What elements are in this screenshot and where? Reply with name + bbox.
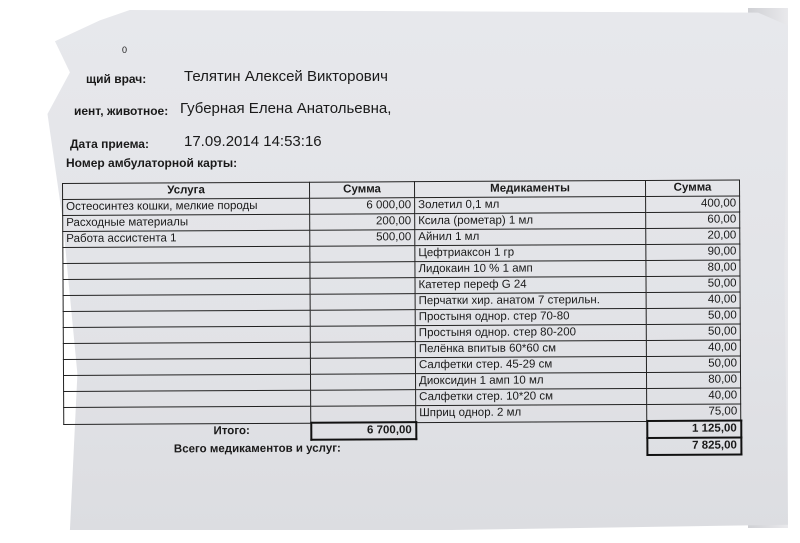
med-sum-cell: 40,00 (646, 292, 740, 308)
service-cell (64, 374, 311, 391)
med-cell: Салфетки стер. 45-29 см (415, 356, 646, 373)
invoice-table (62, 179, 742, 459)
med-sum-cell: 50,00 (646, 308, 740, 324)
med-cell: Перчатки хир. анатом 7 стерильн. (415, 292, 646, 309)
service-cell (64, 390, 311, 407)
total-label: Итого: (213, 425, 250, 438)
service-sum-cell (310, 294, 415, 311)
med-cell: Катетер переф G 24 (415, 276, 646, 293)
med-cell: Лидокаин 10 % 1 амп (415, 260, 646, 277)
service-sum-cell (310, 326, 415, 343)
med-cell: Салфетки стер. 10*20 см (416, 388, 647, 405)
service-cell (63, 310, 310, 327)
service-cell (64, 406, 311, 424)
doctor-label: щий врач: (86, 72, 147, 86)
header-meds: Медикаменты (414, 180, 645, 197)
header-meds-sum: Сумма (645, 180, 739, 196)
client-value: Губерная Елена Анатольевна, (180, 100, 392, 117)
med-sum-cell: 400,00 (646, 196, 740, 212)
med-sum-cell: 40,00 (646, 340, 740, 356)
doctor-value: Телятин Алексей Викторович (184, 68, 388, 85)
service-sum-cell (311, 390, 416, 407)
service-sum-cell: 6 000,00 (310, 198, 415, 215)
service-cell: Работа ассистента 1 (63, 230, 310, 247)
med-cell: Диоксидин 1 амп 10 мл (416, 372, 647, 389)
med-cell: Цефтриаксон 1 гр (415, 244, 646, 261)
service-sum-cell (311, 374, 416, 391)
med-sum-cell: 50,00 (646, 356, 740, 372)
service-sum-cell (311, 406, 416, 423)
service-sum-cell (310, 246, 415, 263)
service-sum-cell (310, 278, 415, 295)
service-cell: Остеосинтез кошки, мелкие породы (63, 198, 310, 215)
service-cell (63, 278, 310, 295)
header-fragment: 0 (122, 45, 128, 55)
service-sum-cell (310, 262, 415, 279)
header-service-sum: Сумма (309, 182, 414, 199)
service-cell (63, 246, 310, 263)
med-cell: Золетил 0,1 мл (415, 196, 646, 213)
med-cell: Простыня однор. стер 70-80 (415, 308, 646, 325)
med-cell: Ксила (рометар) 1 мл (415, 212, 646, 229)
service-cell (63, 342, 310, 359)
med-sum-cell: 60,00 (646, 212, 740, 228)
date-label: Дата приема: (70, 137, 149, 151)
header-service: Услуга (63, 182, 310, 199)
service-sum-cell (310, 358, 415, 375)
med-sum-cell: 75,00 (647, 404, 741, 421)
service-sum-cell: 200,00 (310, 214, 415, 231)
med-sum-cell: 40,00 (647, 388, 741, 404)
med-cell: Айнил 1 мл (415, 228, 646, 245)
grand-total-row (64, 437, 741, 458)
med-sum-cell: 50,00 (646, 324, 740, 340)
total-meds: 1 125,00 (647, 420, 741, 437)
med-sum-cell: 20,00 (646, 228, 740, 244)
total-services: 6 700,00 (311, 422, 416, 440)
service-cell (63, 262, 310, 279)
service-cell (63, 326, 310, 343)
med-sum-cell: 90,00 (646, 244, 740, 260)
service-cell (63, 294, 310, 311)
med-sum-cell: 80,00 (646, 372, 740, 388)
med-cell: Простыня однор. стер 80-200 (415, 324, 646, 341)
service-sum-cell (310, 342, 415, 359)
service-sum-cell: 500,00 (310, 230, 415, 247)
med-cell: Пелёнка впитыв 60*60 см (415, 340, 646, 357)
med-cell: Шприц однор. 2 мл (416, 404, 647, 422)
card-number-label: Номер амбулаторной карты: (66, 156, 238, 170)
med-sum-cell: 50,00 (646, 276, 740, 292)
grand-total-label: Всего медикаментов и услуг: (173, 442, 341, 455)
med-sum-cell: 80,00 (646, 260, 740, 276)
date-value: 17.09.2014 14:53:16 (184, 133, 322, 150)
service-sum-cell (310, 310, 415, 327)
service-cell (63, 358, 310, 375)
service-cell: Расходные материалы (63, 214, 310, 231)
client-label: иент, животное: (74, 104, 169, 118)
grand-total: 7 825,00 (647, 437, 741, 454)
